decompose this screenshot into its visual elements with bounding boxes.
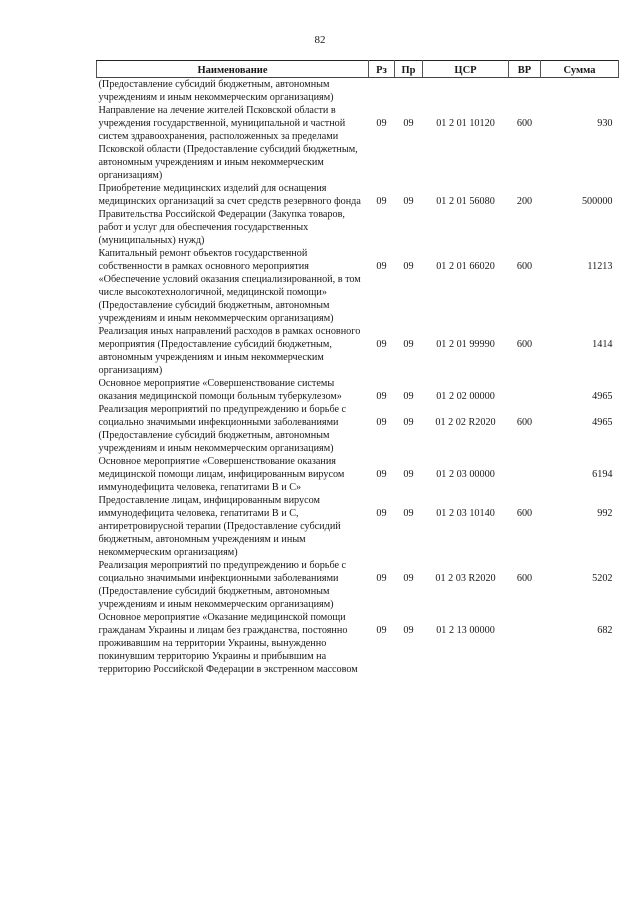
cell-pr [395, 78, 423, 105]
cell-pr: 09 [403, 118, 414, 129]
header-rz: Рз [369, 61, 395, 78]
cell-vr: 600 [516, 508, 533, 519]
cell-csr: 01 2 03 00000 [436, 469, 495, 480]
table-row [97, 403, 619, 455]
cell-vr [509, 377, 541, 403]
cell-vr: 600 [516, 417, 533, 428]
table-row [97, 325, 619, 377]
cell-name: Реализация мероприятий по предупреждению и борьбе с социально значимыми инфекционными заболеваниями (Предоставление субсидий бюджетным, автономным учреждениям и иным некоммерческим организациям) [98, 560, 347, 610]
table-row [97, 104, 619, 182]
cell-name: Приобретение медицинских изделий для оснащения медицинских организаций за счет средств резервного фонда Правительства Российской Федерации (Закупка товаров, работ и услуг для обеспечения государственных (муниципальных) нужд) [98, 183, 361, 246]
cell-rz: 09 [376, 196, 387, 207]
cell-vr [509, 78, 541, 105]
cell-name: Реализация иных направлений расходов в рамках основного мероприятия (Предоставление субсидий бюджетным, автономным учреждениям и иным некоммерческим организациям) [98, 326, 361, 376]
header-csr: ЦСР [423, 61, 509, 78]
header-vr: ВР [509, 61, 541, 78]
cell-csr: 01 2 02 00000 [436, 391, 495, 402]
cell-name: Реализация мероприятий по предупреждению и борьбе с социально значимыми инфекционными заболеваниями (Предоставление субсидий бюджетным, автономным учреждениям и иным некоммерческим организациям) [98, 404, 347, 454]
cell-csr [423, 78, 509, 105]
cell-rz: 09 [376, 261, 387, 272]
table-header-row [97, 61, 619, 78]
cell-pr: 09 [403, 469, 414, 480]
cell-csr: 01 2 03 R2020 [435, 573, 496, 584]
cell-csr: 01 2 13 00000 [436, 625, 495, 636]
cell-csr: 01 2 01 56080 [436, 196, 495, 207]
cell-sum: 4965 [592, 391, 613, 402]
cell-rz: 09 [376, 391, 387, 402]
table-row [97, 455, 619, 494]
page-number: 82 [314, 34, 326, 46]
cell-rz: 09 [376, 417, 387, 428]
table-row [97, 377, 619, 403]
cell-sum: 11213 [587, 261, 613, 272]
cell-sum: 5202 [592, 573, 613, 584]
table-row [97, 559, 619, 611]
cell-sum: 992 [597, 508, 613, 519]
cell-sum: 500000 [581, 196, 613, 207]
cell-pr: 09 [403, 417, 414, 428]
cell-vr: 200 [516, 196, 533, 207]
cell-sum: 6194 [592, 469, 613, 480]
cell-sum: 682 [597, 625, 613, 636]
cell-csr: 01 2 02 R2020 [435, 417, 496, 428]
cell-vr [509, 455, 541, 494]
cell-rz: 09 [376, 573, 387, 584]
cell-name: (Предоставление субсидий бюджетным, автономным учреждениям и иным некоммерческим организациям) [98, 79, 334, 103]
cell-rz: 09 [376, 469, 387, 480]
cell-vr: 600 [516, 261, 533, 272]
cell-pr: 09 [403, 508, 414, 519]
header-pr: Пр [395, 61, 423, 78]
cell-vr: 600 [516, 573, 533, 584]
cell-name: Направление на лечение жителей Псковской области в учреждения государственной, муниципальной и частной систем здравоохранения, расположенных за пределами Псковской области (Предоставление субсидий бюджетным, автономным учреждениям и иным некоммерческим организациям) [98, 105, 358, 181]
cell-rz: 09 [376, 625, 387, 636]
cell-csr: 01 2 03 10140 [436, 508, 495, 519]
header-name: Наименование [97, 61, 369, 78]
header-sum: Сумма [541, 61, 619, 78]
cell-vr [509, 611, 541, 676]
cell-sum: 4965 [592, 417, 613, 428]
table-row [97, 182, 619, 247]
cell-pr: 09 [403, 339, 414, 350]
cell-sum: 930 [597, 118, 613, 129]
cell-name: Основное мероприятие «Совершенствование системы оказания медицинской помощи больным туберкулезом» [98, 378, 342, 402]
table-row [97, 78, 619, 105]
cell-rz: 09 [376, 339, 387, 350]
table-row [97, 611, 619, 676]
table-row [97, 494, 619, 559]
cell-csr: 01 2 01 10120 [436, 118, 495, 129]
cell-csr: 01 2 01 99990 [436, 339, 495, 350]
cell-pr: 09 [403, 261, 414, 272]
budget-table [96, 60, 619, 676]
cell-sum [541, 78, 619, 105]
cell-name: Предоставление лицам, инфицированным вирусом иммунодефицита человека, гепатитами В и С, антиретровирусной терапии (Предоставление субсидий бюджетным, автономным учреждениям и иным некоммерческим организациям) [98, 495, 341, 558]
cell-vr: 600 [516, 118, 533, 129]
cell-rz [369, 78, 395, 105]
cell-pr: 09 [403, 573, 414, 584]
cell-name: Основное мероприятие «Оказание медицинской помощи гражданам Украины и лицам без гражданства, постоянно проживавшим на территории Украины, вынужденно покинувшим территорию Украины и прибывшим на территорию Российской Федерации в экстренном массовом [98, 612, 358, 675]
cell-sum: 1414 [592, 339, 613, 350]
cell-pr: 09 [403, 196, 414, 207]
cell-pr: 09 [403, 391, 414, 402]
cell-name: Капитальный ремонт объектов государственной собственности в рамках основного мероприятия «Обеспечение условий оказания специализированной, в том числе высокотехнологичной, медицинской помощи» (Предоставление субсидий бюджетным, автономным учреждениям и иным некоммерческим организациям) [98, 248, 361, 324]
cell-vr: 600 [516, 339, 533, 350]
cell-pr: 09 [403, 625, 414, 636]
table-row [97, 247, 619, 325]
cell-name: Основное мероприятие «Совершенствование оказания медицинской помощи лицам, инфицированным вирусом иммунодефицита человека, гепатитами В и С» [98, 456, 345, 493]
cell-csr: 01 2 01 66020 [436, 261, 495, 272]
cell-rz: 09 [376, 118, 387, 129]
cell-rz: 09 [376, 508, 387, 519]
